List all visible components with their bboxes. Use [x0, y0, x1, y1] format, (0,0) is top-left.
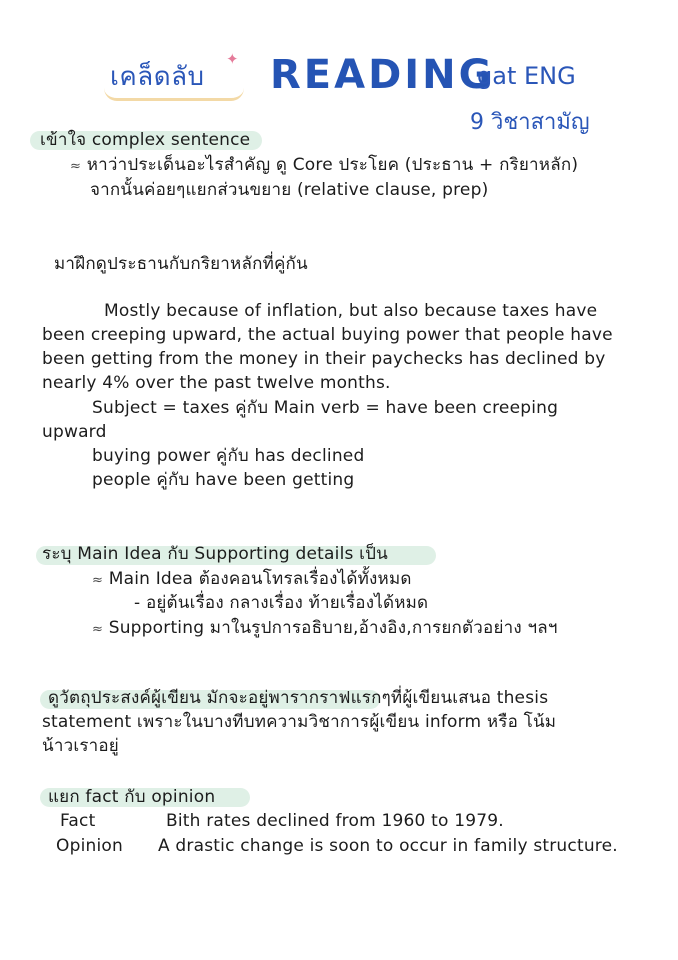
section1-line2: จากนั้นค่อยๆแยกส่วนขยาย (relative clause, prep) [90, 180, 489, 200]
author-purpose-line: statement เพราะในบางทีบทความวิชาการผู้เขียน inform หรือ โน้ม [42, 712, 557, 732]
fact-label: Fact [60, 811, 96, 831]
bullet-icon: ≈ [92, 622, 104, 637]
exam-label: gat ENG [477, 62, 576, 90]
subjects-label: 9 วิชาสามัญ [470, 110, 590, 135]
passage-line: been getting from the money in their paychecks has declined by [42, 349, 606, 369]
author-purpose-line: ดูวัตถุประสงค์ผู้เขียน มักจะอยู่พารากราฟแรกๆที่ผู้เขียนเสนอ thesis [48, 688, 549, 708]
bullet-line [70, 153, 578, 179]
secret-label: เคล็ดลับ [110, 62, 205, 92]
section-heading-subject-verb: มาฝึกดูประธานกับกริยาหลักที่คู่กัน [54, 254, 308, 274]
opinion-label: Opinion [56, 836, 123, 856]
section-heading-fact-opinion: แยก fact กับ opinion [48, 787, 216, 807]
section3-line3: Supporting มาในรูปการอธิบาย,อ้างอิง,การยกตัวอย่าง ฯลฯ [108, 618, 558, 638]
pair-line: buying power คู่กับ has declined [92, 446, 365, 466]
secret-label-wrap [110, 56, 205, 97]
opinion-text: A drastic change is soon to occur in family structure. [158, 836, 618, 856]
sparkle-icon: ✦ [226, 50, 239, 68]
page-title: READING [270, 52, 495, 98]
passage-line: nearly 4% over the past twelve months. [42, 373, 391, 393]
bullet-line [92, 616, 558, 642]
section3-line1: Main Idea ต้องคอนโทรลเรื่องได้ทั้งหมด [108, 569, 412, 589]
section-heading-complex-sentence: เข้าใจ complex sentence [40, 130, 251, 150]
bullet-line [92, 567, 412, 593]
section1-line1: หาว่าประเด็นอะไรสำคัญ ดู Core ประโยค (ประธาน + กริยาหลัก) [86, 155, 579, 175]
passage-line: been creeping upward, the actual buying power that people have [42, 325, 613, 345]
passage-line: Mostly because of inflation, but also because taxes have [104, 301, 598, 321]
bullet-icon: ≈ [70, 159, 82, 174]
fact-text: Bith rates declined from 1960 to 1979. [166, 811, 504, 831]
section3-line2: - อยู่ต้นเรื่อง กลางเรื่อง ท้ายเรื่องได้หมด [134, 593, 429, 613]
pair-line: Subject = taxes คู่กับ Main verb = have been creeping [92, 398, 559, 418]
pair-line: upward [42, 422, 107, 442]
pair-line: people คู่กับ have been getting [92, 470, 355, 490]
secret-underline-decoration [104, 88, 244, 101]
section-heading-main-idea: ระบุ Main Idea กับ Supporting details เป็น [42, 544, 388, 564]
author-purpose-line: น้าวเราอยู่ [42, 736, 119, 756]
bullet-icon: ≈ [92, 573, 104, 588]
